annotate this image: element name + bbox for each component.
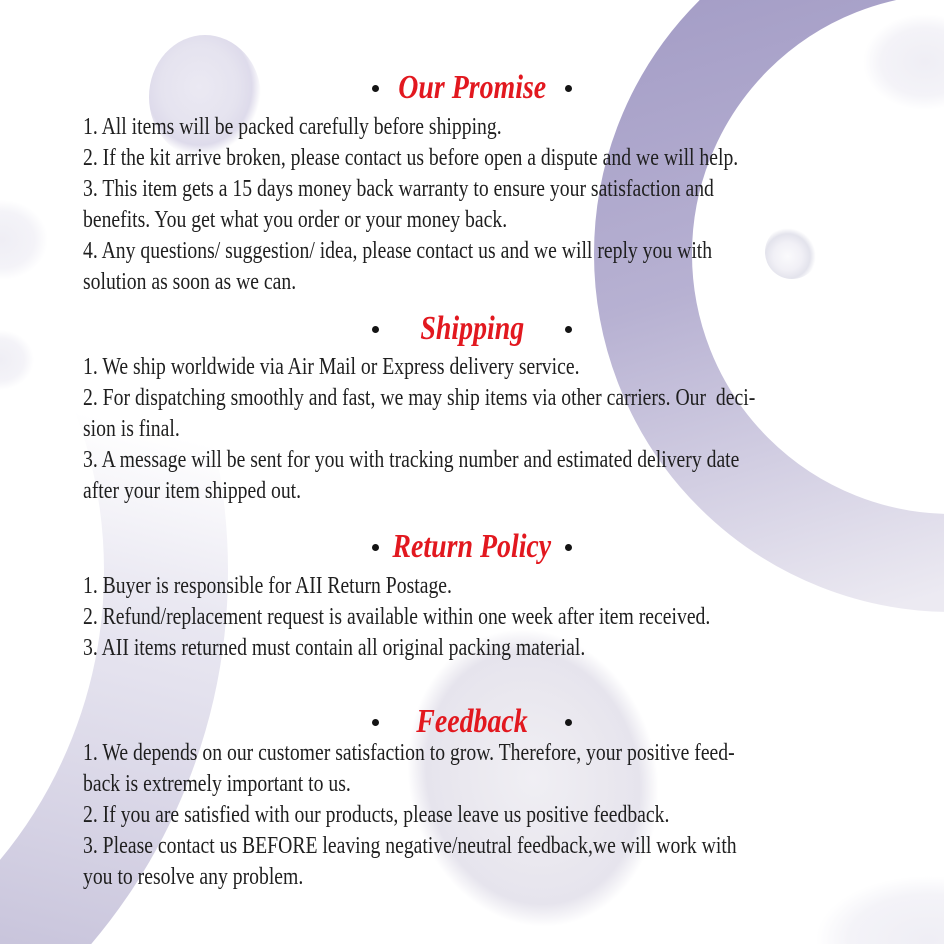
- text-line: 3. This item gets a 15 days money back warranty to ensure your satisfaction and: [83, 176, 714, 202]
- section-title: Feedback: [416, 703, 528, 740]
- heading-dot-right-icon: [565, 544, 572, 551]
- text-line: 3. A message will be sent for you with tracking number and estimated delivery date: [83, 447, 740, 473]
- section-title: Our Promise: [398, 69, 546, 106]
- text-line: 1. All items will be packed carefully before shipping.: [83, 114, 502, 140]
- text-line: benefits. You get what you order or your money back.: [83, 207, 508, 233]
- heading-dot-right-icon: [565, 719, 572, 726]
- text-line: 3. Please contact us BEFORE leaving negative/neutral feedback,we will work with: [83, 833, 737, 859]
- section-heading: [372, 307, 572, 351]
- text-line: sion is final.: [83, 416, 180, 442]
- policy-section-shipping: [0, 307, 944, 507]
- section-lines: [0, 352, 944, 507]
- text-line: back is extremely important to us.: [83, 771, 351, 797]
- section-title-wrap: [372, 66, 572, 110]
- section-heading: [372, 66, 572, 110]
- policy-section-feedback: [0, 700, 944, 893]
- text-line: after your item shipped out.: [83, 478, 302, 504]
- text-line: solution as soon as we can.: [83, 269, 297, 295]
- text-line: 1. Buyer is responsible for AII Return Postage.: [83, 573, 452, 599]
- section-heading: [372, 525, 572, 569]
- text-line: you to resolve any problem.: [83, 864, 304, 890]
- policy-section-our-promise: [0, 66, 944, 298]
- text-line: 3. AII items returned must contain all original packing material.: [83, 635, 586, 661]
- heading-dot-right-icon: [565, 85, 572, 92]
- section-title-wrap: [372, 307, 572, 351]
- section-lines: [0, 112, 944, 298]
- text-line: 2. For dispatching smoothly and fast, we may ship items via other carriers. Our deci-: [83, 385, 756, 411]
- text-line: 1. We depends on our customer satisfaction to grow. Therefore, your positive feed-: [83, 740, 735, 766]
- section-lines: [0, 571, 944, 664]
- section-title: Return Policy: [392, 528, 552, 565]
- section-title-wrap: [372, 525, 572, 569]
- section-title: Shipping: [420, 310, 524, 347]
- text-line: 1. We ship worldwide via Air Mail or Express delivery service.: [83, 354, 580, 380]
- text-line: 2. If the kit arrive broken, please contact us before open a dispute and we will help.: [83, 145, 739, 171]
- section-lines: [0, 738, 944, 893]
- text-line: 4. Any questions/ suggestion/ idea, please contact us and we will reply you with: [83, 238, 713, 264]
- text-line: 2. Refund/replacement request is available within one week after item received.: [83, 604, 711, 630]
- heading-dot-right-icon: [565, 326, 572, 333]
- text-line: 2. If you are satisfied with our products, please leave us positive feedback.: [83, 802, 670, 828]
- policy-section-return-policy: [0, 525, 944, 664]
